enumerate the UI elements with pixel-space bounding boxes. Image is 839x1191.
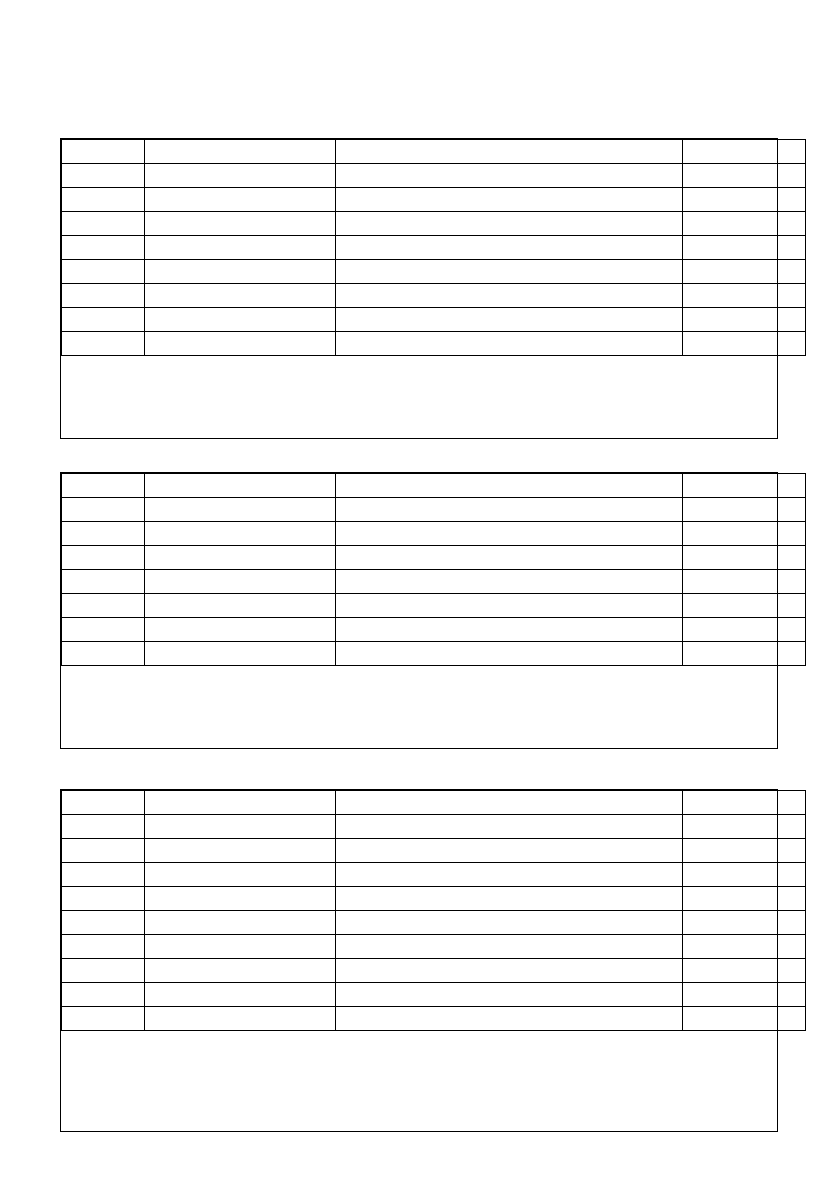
table-row	[62, 887, 806, 911]
table-cell	[145, 959, 336, 983]
table-row	[62, 935, 806, 959]
table-cell	[336, 546, 683, 570]
table-row	[62, 815, 806, 839]
table-cell	[683, 498, 806, 522]
table-cell	[336, 236, 683, 260]
table-cell	[62, 522, 145, 546]
table-cell	[336, 260, 683, 284]
table-cell	[683, 308, 806, 332]
table-cell	[62, 594, 145, 618]
table-row	[62, 474, 806, 498]
table-row	[62, 164, 806, 188]
table-cell	[683, 236, 806, 260]
table-row	[62, 1007, 806, 1031]
table-row	[62, 522, 806, 546]
table-cell	[62, 983, 145, 1007]
table-row	[62, 863, 806, 887]
table-row	[62, 642, 806, 666]
table-row	[62, 284, 806, 308]
table-cell	[336, 983, 683, 1007]
table-cell	[683, 815, 806, 839]
table-cell	[145, 188, 336, 212]
table-cell	[336, 332, 683, 356]
table-note-row	[62, 356, 806, 439]
table-row	[62, 498, 806, 522]
table-row	[62, 791, 806, 815]
table-cell	[145, 546, 336, 570]
table-cell	[683, 863, 806, 887]
table-note-cell	[62, 1031, 806, 1132]
table-grid-3	[61, 790, 806, 1131]
table-cell	[62, 260, 145, 284]
data-table-3	[60, 789, 778, 1132]
table-note-row	[62, 1031, 806, 1132]
table-cell	[336, 570, 683, 594]
table-cell	[145, 284, 336, 308]
table-cell	[62, 308, 145, 332]
table-cell	[336, 887, 683, 911]
table-cell	[62, 815, 145, 839]
table-row	[62, 983, 806, 1007]
table-cell	[62, 188, 145, 212]
table-note-cell	[62, 356, 806, 439]
table-cell	[336, 522, 683, 546]
table-cell	[683, 839, 806, 863]
table-cell	[683, 260, 806, 284]
table-cell	[336, 935, 683, 959]
table-cell	[62, 546, 145, 570]
table-cell	[62, 236, 145, 260]
table-row	[62, 236, 806, 260]
table-note-row	[62, 666, 806, 749]
table-cell	[145, 618, 336, 642]
table-cell	[336, 959, 683, 983]
table-cell	[145, 236, 336, 260]
table-note-cell	[62, 666, 806, 749]
table-cell	[145, 332, 336, 356]
table-cell	[336, 791, 683, 815]
table-cell	[62, 212, 145, 236]
table-cell	[145, 791, 336, 815]
table-cell	[145, 935, 336, 959]
table-cell	[62, 887, 145, 911]
table-cell	[683, 164, 806, 188]
table-cell	[62, 1007, 145, 1031]
data-table-1	[60, 138, 778, 439]
table-cell	[62, 498, 145, 522]
table-cell	[336, 188, 683, 212]
table-cell	[145, 863, 336, 887]
table-row	[62, 618, 806, 642]
table-cell	[145, 887, 336, 911]
table-cell	[145, 1007, 336, 1031]
table-cell	[683, 911, 806, 935]
table-cell	[145, 498, 336, 522]
table-cell	[336, 618, 683, 642]
table-cell	[62, 863, 145, 887]
table-row	[62, 260, 806, 284]
table-cell	[336, 642, 683, 666]
table-cell	[683, 140, 806, 164]
table-cell	[145, 260, 336, 284]
table-cell	[145, 815, 336, 839]
table-cell	[683, 474, 806, 498]
table-cell	[683, 642, 806, 666]
table-cell	[62, 911, 145, 935]
table-row	[62, 546, 806, 570]
table-cell	[683, 332, 806, 356]
table-row	[62, 911, 806, 935]
table-cell	[683, 887, 806, 911]
table-cell	[62, 618, 145, 642]
table-cell	[336, 594, 683, 618]
table-cell	[683, 959, 806, 983]
table-cell	[62, 959, 145, 983]
table-cell	[145, 164, 336, 188]
table-row	[62, 212, 806, 236]
table-cell	[683, 983, 806, 1007]
table-grid-1	[61, 139, 806, 438]
table-cell	[336, 911, 683, 935]
table-cell	[683, 188, 806, 212]
table-cell	[683, 935, 806, 959]
table-cell	[145, 594, 336, 618]
table-cell	[683, 791, 806, 815]
table-cell	[145, 642, 336, 666]
table-cell	[336, 863, 683, 887]
table-grid-2	[61, 473, 806, 748]
table-row	[62, 140, 806, 164]
table-cell	[62, 474, 145, 498]
table-cell	[145, 522, 336, 546]
table-cell	[336, 839, 683, 863]
table-body-1	[62, 140, 806, 439]
table-row	[62, 570, 806, 594]
table-cell	[683, 522, 806, 546]
table-row	[62, 332, 806, 356]
table-body-2	[62, 474, 806, 749]
table-cell	[145, 212, 336, 236]
table-cell	[683, 212, 806, 236]
table-cell	[62, 935, 145, 959]
table-row	[62, 959, 806, 983]
table-cell	[145, 839, 336, 863]
table-cell	[62, 140, 145, 164]
table-row	[62, 188, 806, 212]
table-cell	[62, 839, 145, 863]
table-cell	[336, 308, 683, 332]
table-cell	[336, 815, 683, 839]
table-cell	[62, 332, 145, 356]
table-cell	[145, 983, 336, 1007]
table-cell	[62, 642, 145, 666]
table-cell	[145, 140, 336, 164]
table-cell	[683, 570, 806, 594]
data-table-2	[60, 472, 778, 749]
table-row	[62, 308, 806, 332]
table-cell	[336, 164, 683, 188]
table-cell	[683, 594, 806, 618]
table-cell	[336, 140, 683, 164]
table-cell	[62, 164, 145, 188]
table-cell	[336, 498, 683, 522]
table-cell	[683, 1007, 806, 1031]
table-row	[62, 839, 806, 863]
table-row	[62, 594, 806, 618]
table-cell	[145, 911, 336, 935]
table-cell	[62, 284, 145, 308]
table-cell	[336, 474, 683, 498]
table-cell	[336, 1007, 683, 1031]
table-cell	[683, 284, 806, 308]
table-cell	[145, 308, 336, 332]
table-cell	[336, 212, 683, 236]
table-cell	[145, 570, 336, 594]
table-cell	[145, 474, 336, 498]
table-cell	[336, 284, 683, 308]
table-cell	[62, 570, 145, 594]
table-cell	[683, 618, 806, 642]
table-cell	[683, 546, 806, 570]
table-cell	[62, 791, 145, 815]
table-body-3	[62, 791, 806, 1132]
